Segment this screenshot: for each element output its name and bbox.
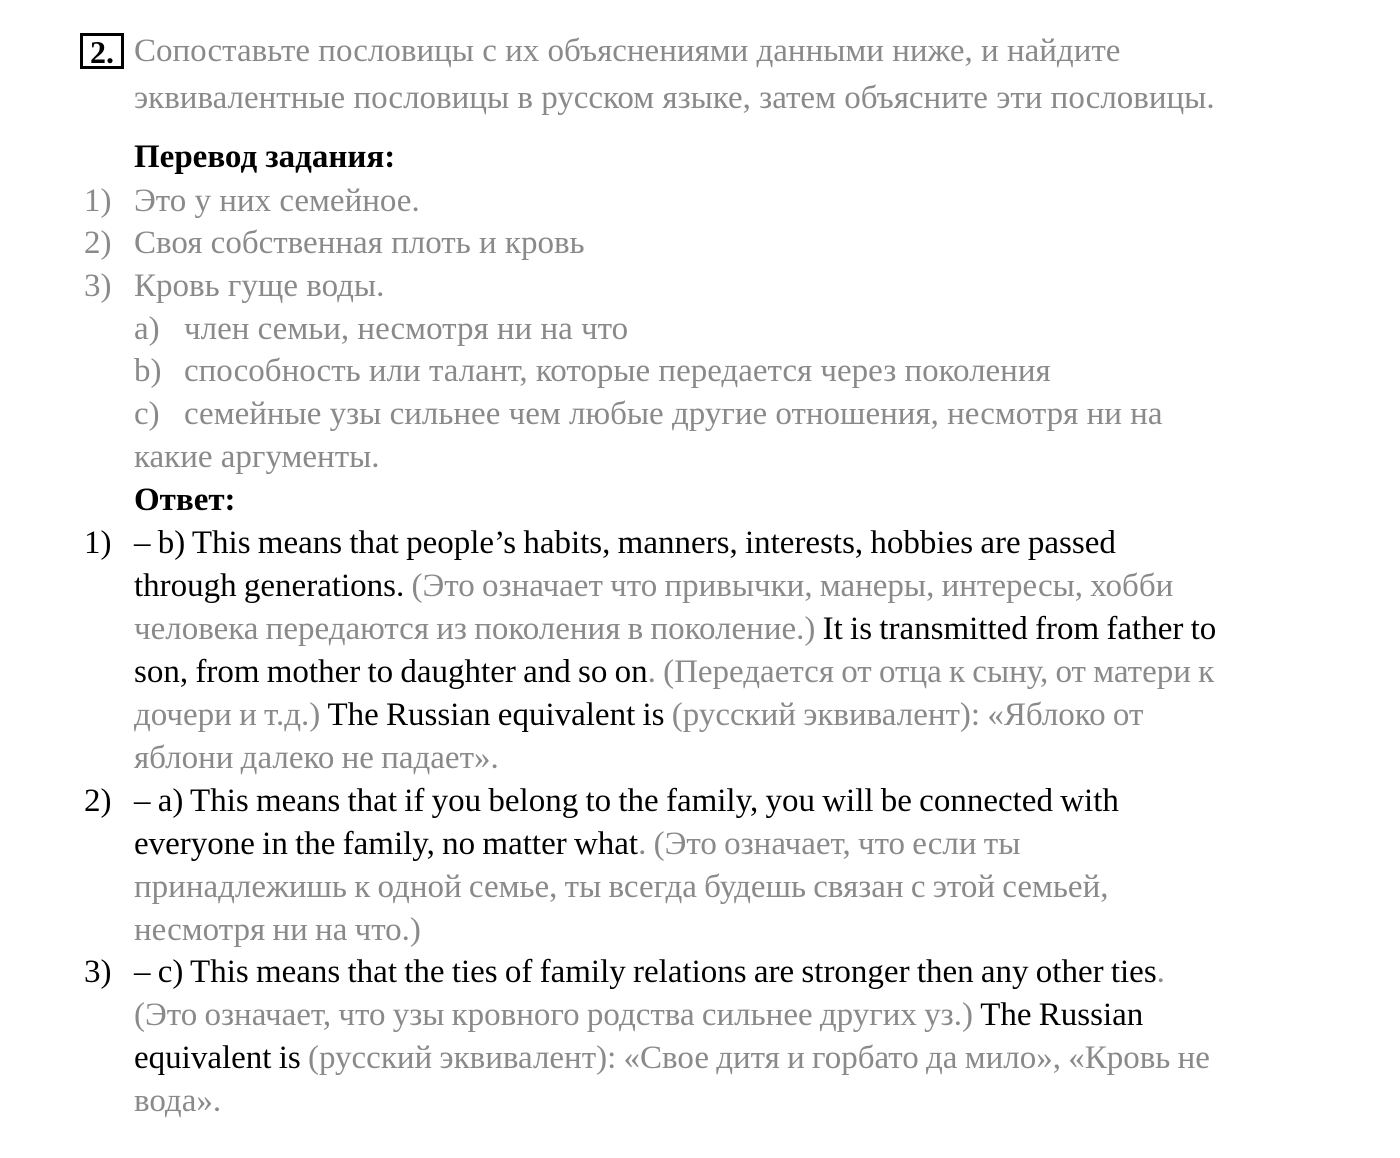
explanation-text: способность или талант, которые передается через поколения [184,353,1051,389]
russian-text: дочери и т.д.) [134,697,321,733]
answer-line [134,1037,1384,1080]
explanation-item [134,308,1384,351]
russian-text: несмотря ни на что.) [134,912,421,948]
russian-text: принадлежишь к одной семье, ты всегда будешь связан с этой семьей, [134,869,1109,905]
russian-text: (Это означает что привычки, манеры, интересы, хобби [404,568,1174,604]
explanation-letter: c) [134,396,160,432]
explanation-letter: a) [134,311,160,347]
answer-number: 2) [84,783,112,819]
answer-line [134,694,1384,737]
english-text: everyone in the family, no matter what [134,826,639,862]
english-text: son, from mother to daughter and so on [134,654,648,690]
task-number-box: 2. [80,33,124,69]
explanation-item [134,393,1384,436]
proverb-number: 1) [84,183,112,219]
russian-text: (русский эквивалент): «Яблоко от [664,697,1144,733]
explanation-text: член семьи, несмотря ни на что [184,311,629,347]
task-instruction-line-2: эквивалентные пословицы в русском языке, затем объясните эти пословицы. [134,80,1215,116]
explanation-continuation: какие аргументы. [134,439,380,475]
russian-text: (Это означает, что узы кровного родства сильнее других уз.) [134,997,973,1033]
answer-heading: Ответ: [134,482,236,518]
russian-text: . (Передается от отца к сыну, от матери к [647,654,1215,690]
english-text: The Russian equivalent is [320,697,665,733]
answer-line [134,951,1384,994]
answer-line [134,866,1384,909]
proverb-number: 2) [84,225,112,261]
english-text: – a) This means that if you belong to the family, you will be connected with [134,783,1119,819]
answer-line [134,994,1384,1037]
proverb-text: Кровь гуще воды. [134,268,385,304]
english-text: – b) This means that people’s habits, manners, interests, hobbies are passed [134,525,1116,561]
russian-text: . (Это означает, что если ты [638,826,1021,862]
english-text: equivalent is [134,1040,301,1076]
proverb-text: Своя собственная плоть и кровь [134,225,585,261]
answer-line [134,651,1384,694]
answer-line [134,565,1384,608]
answer-line [134,1080,1384,1123]
proverb-text: Это у них семейное. [134,183,420,219]
russian-text: вода». [134,1083,222,1119]
translation-heading: Перевод задания: [134,139,396,175]
answer-line [134,909,1384,952]
russian-text: (русский эквивалент): «Свое дитя и горбато да мило», «Кровь не [300,1040,1210,1076]
english-text: It is transmitted from father to [815,611,1217,647]
english-text: through generations. [134,568,405,604]
answer-line [134,780,1384,823]
russian-text: яблони далеко не падает». [134,740,499,776]
explanation-text: семейные узы сильнее чем любые другие отношения, несмотря ни на [184,396,1163,432]
answer-line [134,737,1384,780]
answer-number: 3) [84,954,112,990]
explanation-letter: b) [134,353,162,389]
english-text: – c) This means that the ties of family relations are stronger then any other ties [134,954,1157,990]
english-text: The Russian [972,997,1144,1033]
answer-line [134,608,1384,651]
answer-line [134,522,1384,565]
task-instruction-line-1: Сопоставьте пословицы с их объяснениями данными ниже, и найдите [134,33,1121,69]
proverb-number: 3) [84,268,112,304]
answer-line [134,823,1384,866]
answer-number: 1) [84,525,112,561]
russian-text: человека передаются из поколения в поколение.) [134,611,816,647]
russian-text: . [1156,954,1165,990]
explanation-item [134,350,1384,393]
